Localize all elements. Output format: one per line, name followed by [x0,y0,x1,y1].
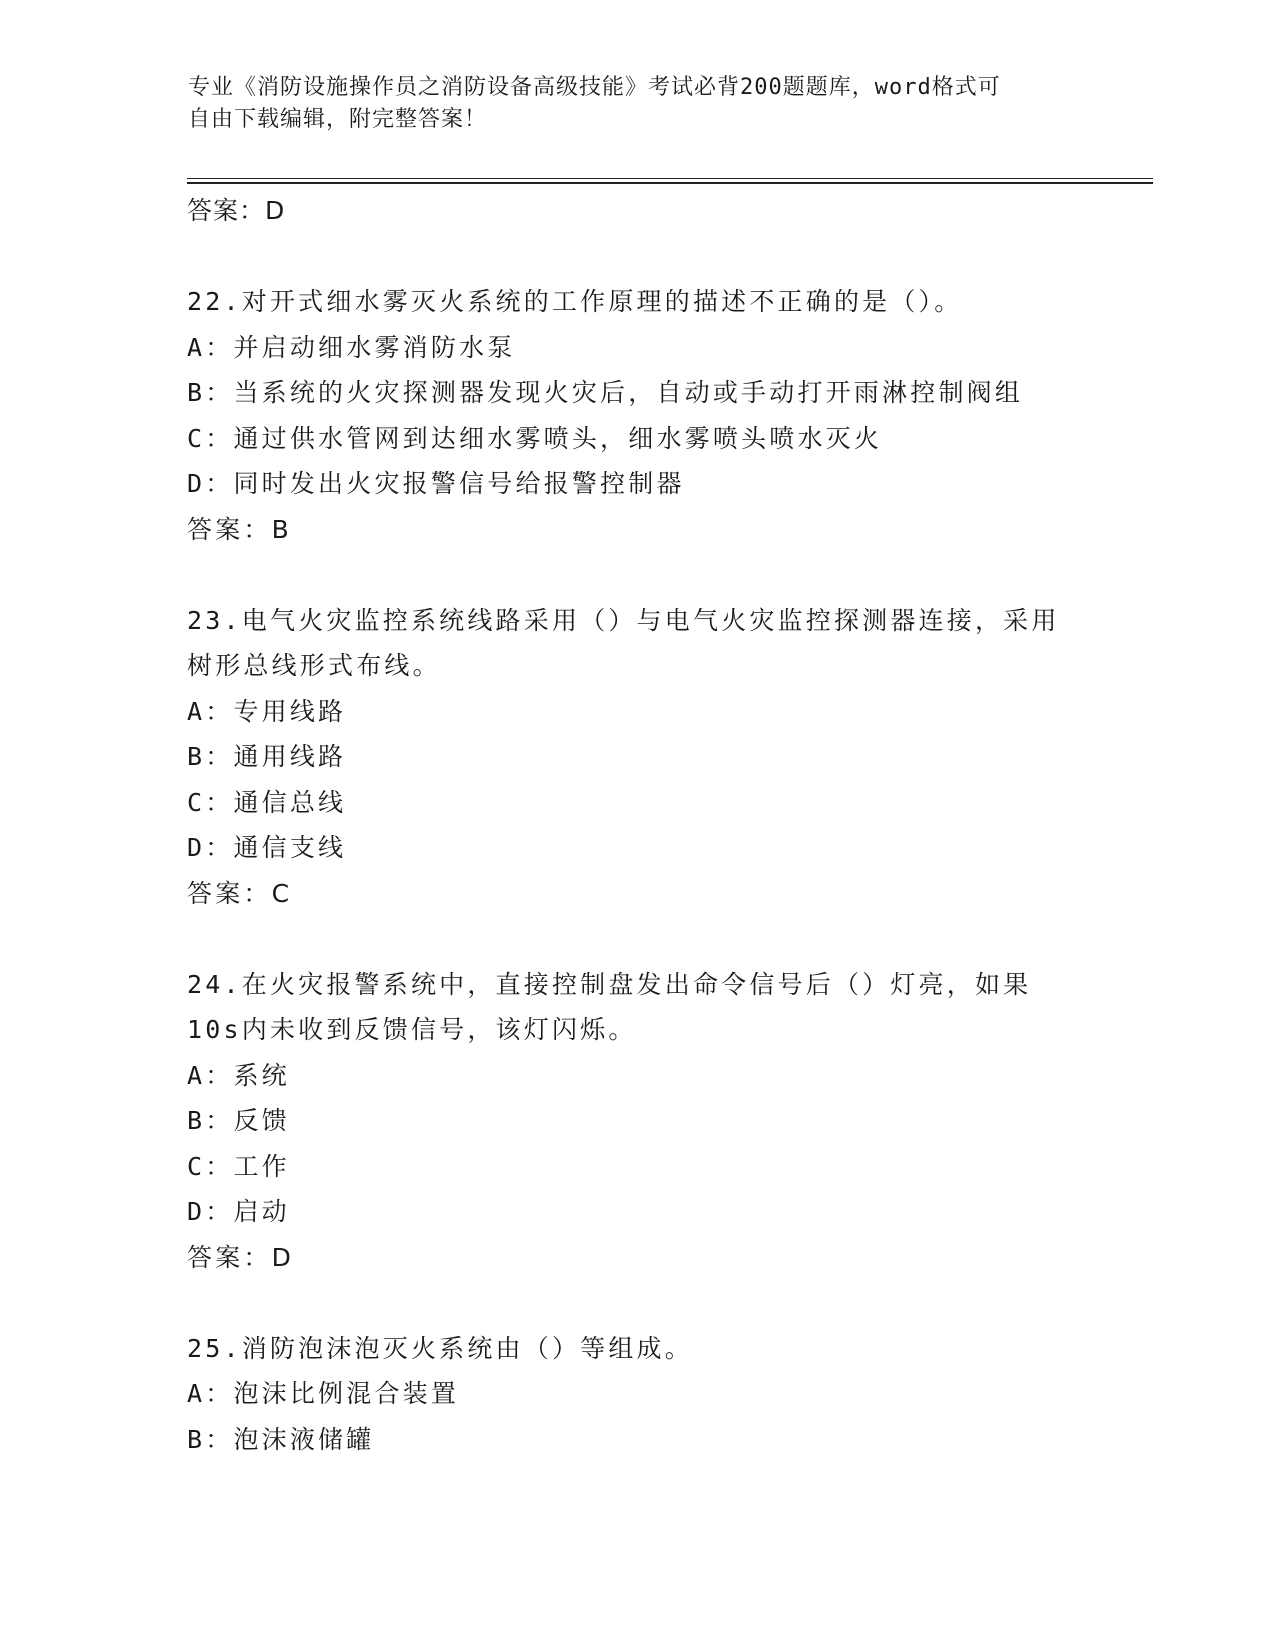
question-stem-line-2: 10s内未收到反馈信号，该灯闪烁。 [187,1015,637,1044]
answer: 答案：C [187,878,293,908]
spacer [187,552,1087,598]
question-stem-line-2: 树形总线形式布线。 [187,651,441,680]
option-b: B：通用线路 [187,742,347,771]
option-a: A：泡沫比例混合装置 [187,1379,460,1408]
option-d: D：同时发出火灾报警信号给报警控制器 [187,469,685,498]
option-d: D：通信支线 [187,833,347,862]
answer: 答案：D [187,1242,295,1272]
question-stem-line-1: 24.在火灾报警系统中，直接控制盘发出命令信号后（）灯亮，如果 [187,969,1032,999]
question-22 [187,279,1087,552]
option-b: B：当系统的火灾探测器发现火灾后，自动或手动打开雨淋控制阀组 [187,378,1024,407]
option-a: A：专用线路 [187,696,347,726]
header-divider-thin [187,178,1153,179]
option-d: D：启动 [187,1197,290,1226]
question-23 [187,598,1087,917]
question-stem: 22.对开式细水雾灭火系统的工作原理的描述不正确的是（）。 [187,287,963,316]
header-line-1: 专业《消防设施操作员之消防设备高级技能》考试必背200题题库，word格式可 [188,75,1001,100]
option-c: C：通信总线 [187,787,347,817]
option-b: B：反馈 [187,1106,290,1135]
question-list [187,188,1087,1462]
spacer [187,1280,1087,1326]
option-c: C：工作 [187,1151,290,1181]
header-line-2: 自由下载编辑，附完整答案！ [188,107,488,132]
option-a: A：并启动细水雾消防水泵 [187,332,516,362]
answer-21: 答案：D [187,196,286,225]
document-header [188,72,1088,136]
question-25 [187,1326,1087,1463]
spacer [187,234,1087,280]
question-stem: 25.消防泡沫泡灭火系统由（）等组成。 [187,1333,693,1363]
option-b: B：泡沫液储罐 [187,1424,375,1454]
question-stem-line-1: 23.电气火灾监控系统线路采用（）与电气火灾监控探测器连接，采用 [187,605,1060,635]
question-24 [187,962,1087,1281]
option-c: C：通过供水管网到达细水雾喷头，细水雾喷头喷水灭火 [187,423,883,453]
spacer [187,916,1087,962]
header-divider-thick [187,182,1153,184]
answer: 答案：B [187,514,292,544]
option-a: A：系统 [187,1060,290,1090]
